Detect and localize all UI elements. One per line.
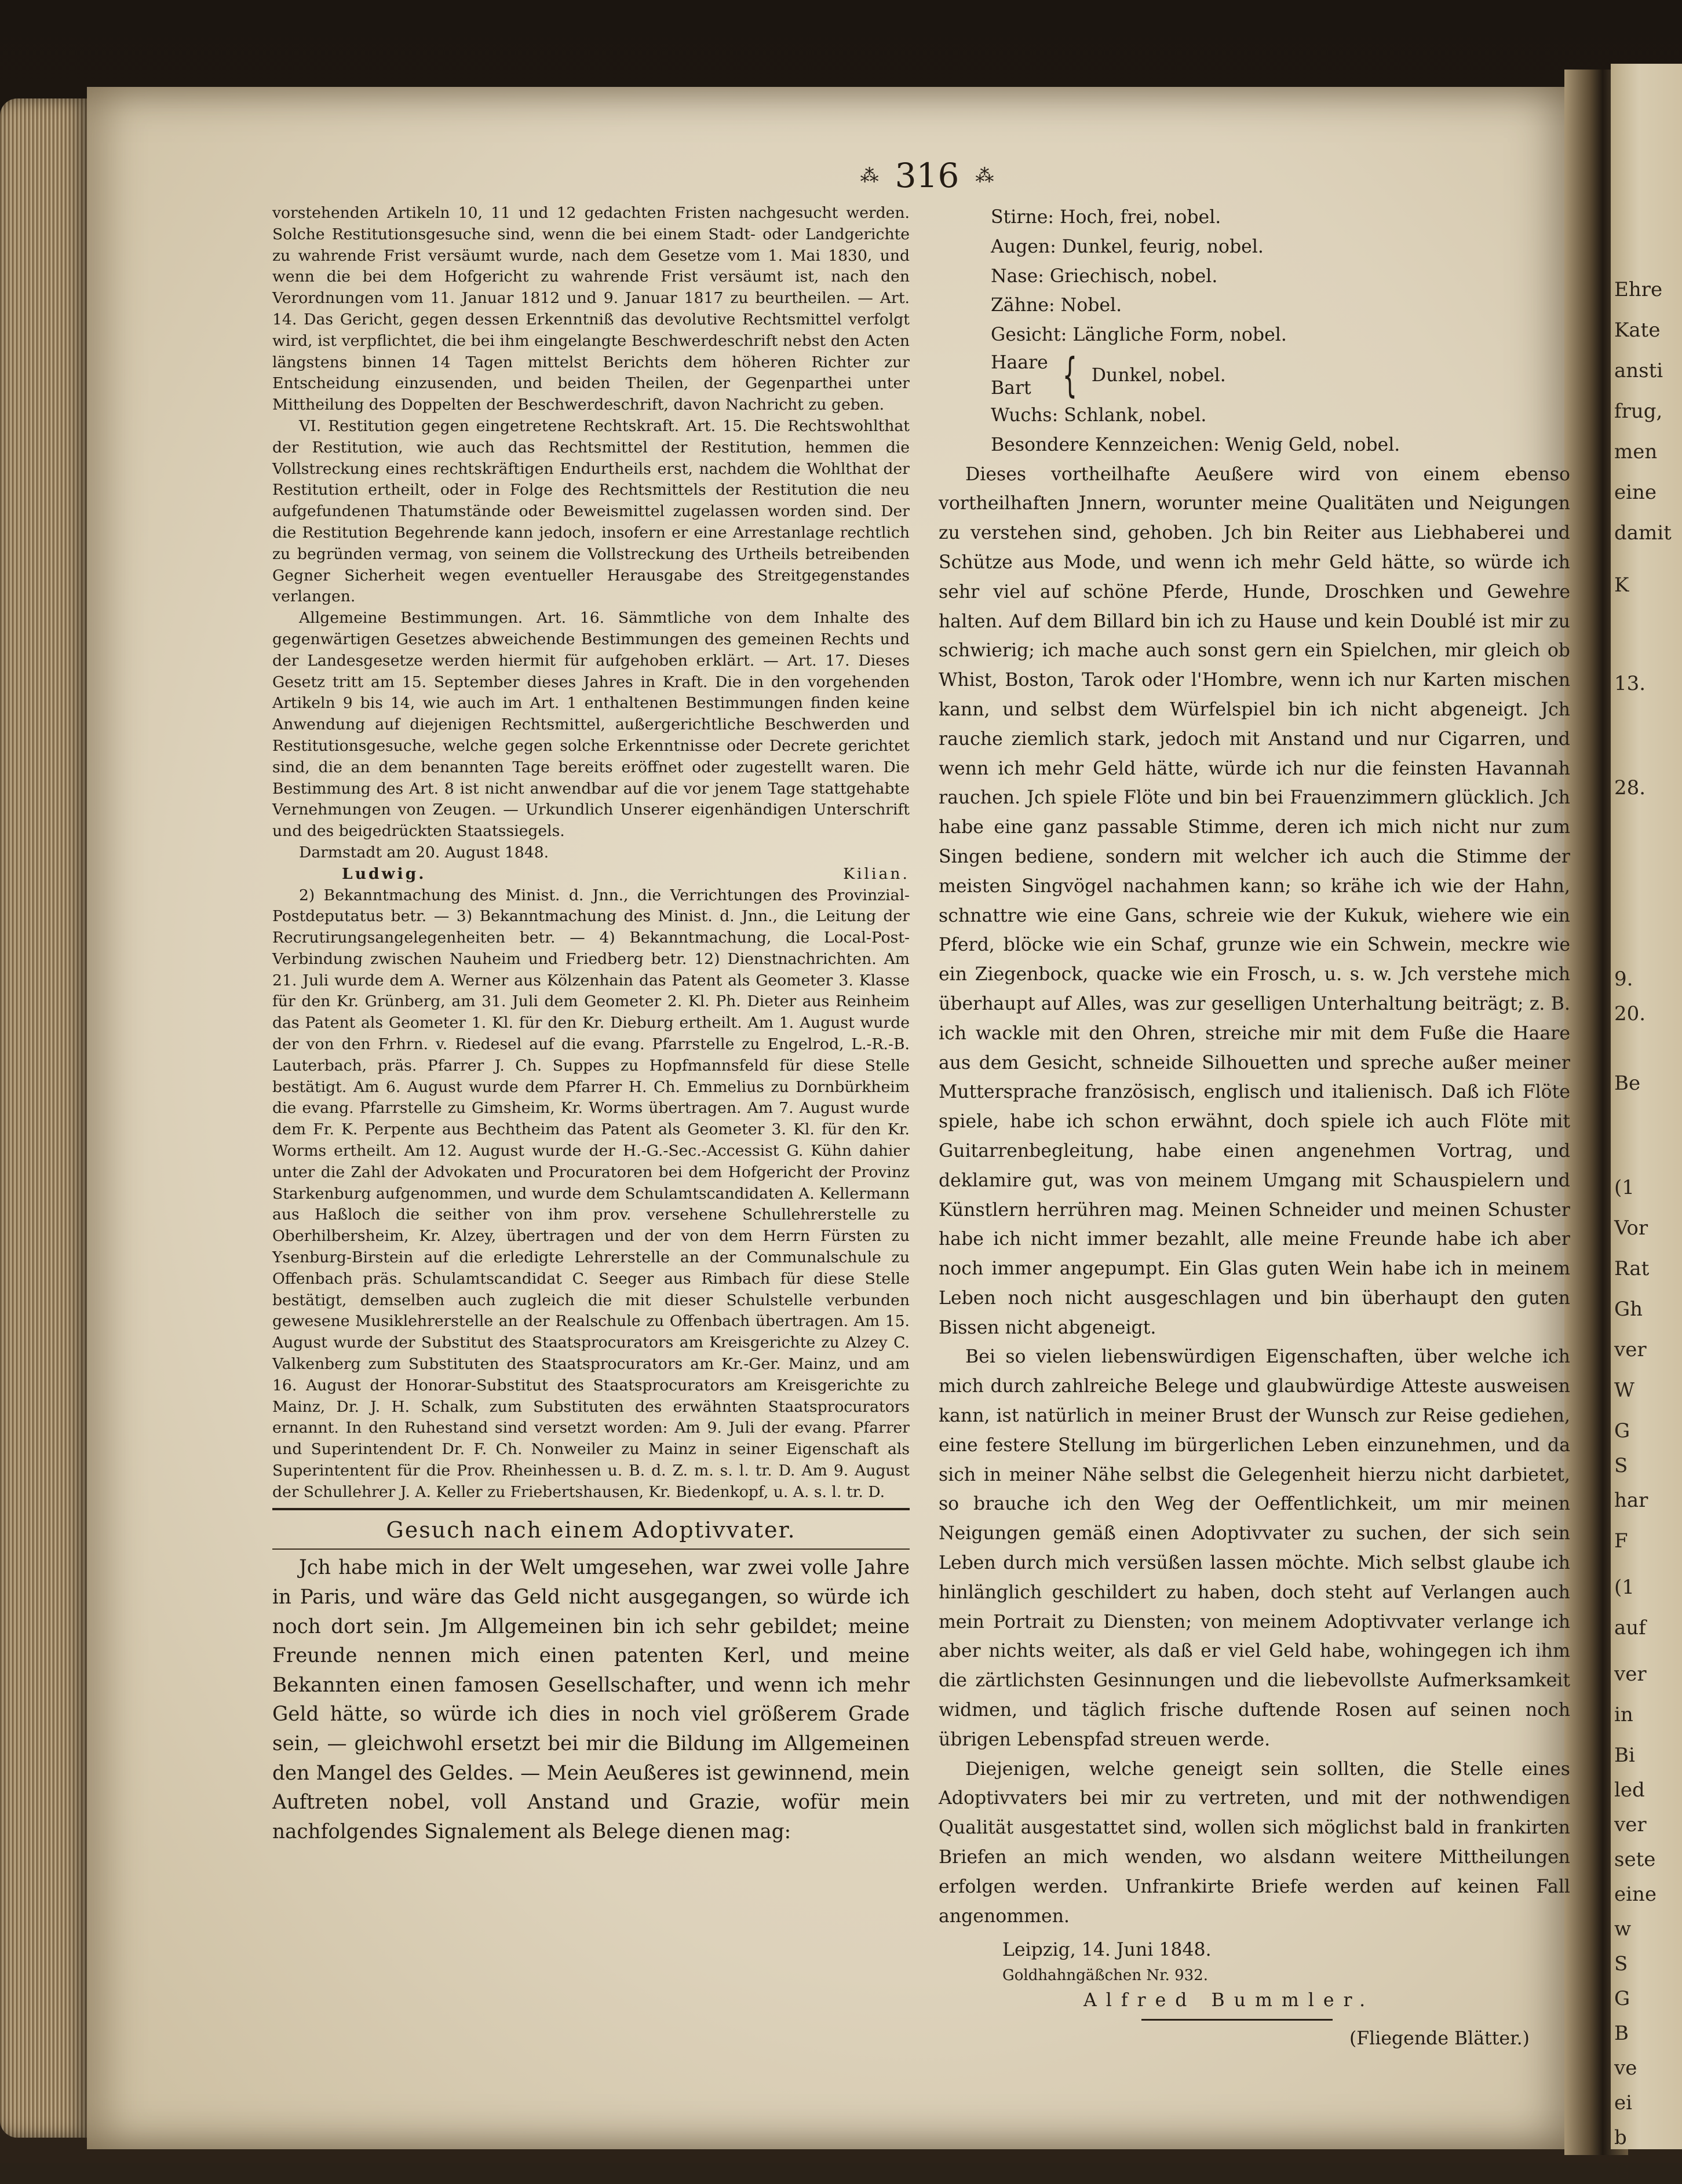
divider xyxy=(272,1548,910,1550)
announcements-paragraph: 2) Bekanntmachung des Minist. d. Jnn., die Verrichtungen des Provinzial-Postdeputatus betr. — 3) Bekanntmachung des Minist. d. Jnn., die Leitung der Recrutirungsangelegenheiten betr. — 4) Bekanntmachung, die Local-Post-Verbindung zwischen Nauheim und Friedberg betr. 12) Dienstnachrichten. Am 21. Juli wurde dem A. Werner aus Kölzenhain das Patent als Geometer 3. Klasse für den Kr. Grünberg, am 31. Juli dem Geometer 2. Kl. Ph. Dieter aus Reinheim das Patent als Geometer 1. Kl. für den Kr. Dieburg ertheilt. Am 1. August wurde der von den Frhrn. v. Riedesel auf die evang. Pfarrstelle zu Engelrod, L.-R.-B. Lauterbach, präs. Pfarrer J. Ch. Suppes zu Hopfmannsfeld für diese Stelle bestätigt. Am 6. August wurde dem Pfarrer H. Ch. Emmelius zu Dornbürkheim die evang. Pfarrstelle zu Gimsheim, Kr. Worms übertragen. Am 7. August wurde dem Fr. K. Perpente aus Bechtheim das Patent als Geometer 3. Kl. für den Kr. Worms ertheilt. Am 12. August wurde der H.-G.-Sec.-Accessist G. Kühn dahier unter die Zahl der Advokaten und Procuratoren bei dem Hofgericht der Provinz Starkenburg aufgenommen, und wurde dem Schulamtscandidaten A. Kellermann aus Haßloch die seither von ihm prov. versehene Schullehrerstelle zu Oberhilbersheim, Kr. Alzey, übertragen und der von dem Herrn Fürsten zu Ysenburg-Birstein auf die erledigte Lehrerstelle an der Communalschule zu Offenbach präs. Schulamtscandidat C. Seeger aus Rimbach für diese Stelle bestätigt, demselben auch zugleich die mit dieser Schulstelle verbunden gewesene Musiklehrerstelle an der Realschule zu Offenbach übertragen. Am 15. August wurde der Substitut des Staatsprocurators am Kreisgerichte zu Alzey C. Valkenberg zum Substituten des Staatsprocurators am Kr.-Ger. Mainz, und am 16. August der Honorar-Substitut des Staatsprocurators am Kreisgerichte zu Mainz, Dr. J. H. Schalk, zum Substituten des erwähnten Staatsprocurators ernannt. In den Ruhestand sind versetzt worden: Am 9. Juli der evang. Pfarrer und Superintendent Dr. F. Ch. Nonweiler zu Mainz in seiner Eigenschaft als Superintentent für die Prov. Rheinhessen u. B. d. Z. m. s. l. tr. D. Am 9. August der Schullehrer J. A. Keller zu Friebertshausen, Kr. Biedenkopf, u. A. s. l. tr. D. xyxy=(272,886,910,1501)
facing-page-text: 28. xyxy=(1614,776,1646,799)
facing-page-text: Be xyxy=(1614,1072,1641,1095)
author-signature: Alfred Bummler. xyxy=(1083,1990,1375,2011)
facing-page-text: sete xyxy=(1614,1848,1656,1871)
signalement-list xyxy=(939,203,1570,460)
facing-page-text: eine xyxy=(1614,481,1657,504)
brace-icon: { xyxy=(1062,348,1078,402)
source-note: (Fliegende Blätter.) xyxy=(1349,2028,1530,2050)
signalement-key: Bart xyxy=(991,377,1031,399)
facing-page-text: S xyxy=(1614,1454,1628,1477)
facing-page-text: Vor xyxy=(1614,1217,1648,1240)
law-paragraph: VI. Restitution gegen eingetretene Rechtskraft. Art. 15. Die Rechtswohlthat der Restitution, wie auch das Rechtsmittel der Restitution, hemmen die Vollstreckung eines rechtskräftigen Endurtheils erst, nachdem die Wohlthat der Restitution ertheilt, oder in Folge des Rechtsmittels der Restitution die neu aufgefundenen Thatumstände oder Beweismittel zugelassen worden sind. Der die Restitution Begehrende kann jedoch, insofern er eine Arrestanlage rechtlich zu begründen vermag, von seinem die Vollstreckung des Urtheils betreibenden Gegner Sicherheit wegen eventueller Herausgabe des Streitgegenstandes verlangen. xyxy=(272,417,910,606)
facing-page-text: ve xyxy=(1614,2057,1637,2080)
facing-page-text: 13. xyxy=(1614,672,1646,695)
signalement-item: Wuchs: Schlank, nobel. xyxy=(991,404,1207,426)
facing-page-text: S xyxy=(1614,1952,1628,1975)
divider xyxy=(1141,2019,1333,2021)
ornament-right-icon: ⁂ xyxy=(975,165,994,187)
facing-page-text: G xyxy=(1614,1419,1630,1442)
signature-kilian: Kilian. xyxy=(843,864,910,883)
facing-page-text: damit xyxy=(1614,521,1672,545)
facing-page-fragment xyxy=(1611,64,1682,2184)
signalement-key: Haare xyxy=(991,352,1048,373)
facing-page-text: Ehre xyxy=(1614,278,1663,301)
left-column xyxy=(272,203,910,1846)
place-date: Darmstadt am 20. August 1848. xyxy=(299,843,549,861)
page-number: 316 xyxy=(895,156,959,195)
signalement-item: Gesicht: Längliche Form, nobel. xyxy=(991,324,1287,346)
book-page-edges xyxy=(0,98,87,2138)
facing-page-text: (1 xyxy=(1614,1576,1634,1599)
law-signatures xyxy=(272,864,910,885)
facing-page-text: b xyxy=(1614,2126,1627,2149)
facing-page-text: 9. xyxy=(1614,967,1633,991)
facing-page-text: ei xyxy=(1614,2091,1632,2114)
facing-page-text: G xyxy=(1614,1987,1630,2010)
place-date: Leipzig, 14. Juni 1848. xyxy=(1002,1940,1212,1961)
right-column xyxy=(939,203,1570,2054)
article-box xyxy=(272,1517,910,1847)
signalement-item: Zähne: Nobel. xyxy=(991,295,1122,316)
facing-page-text: ver xyxy=(1614,1813,1647,1836)
signalement-item: Besondere Kennzeichen: Wenig Geld, nobel. xyxy=(991,434,1400,455)
signalement-value: Dunkel, nobel. xyxy=(1091,364,1226,386)
facing-page-text: G xyxy=(1614,2161,1630,2184)
facing-page-text: ansti xyxy=(1614,359,1663,382)
article-paragraph: Diejenigen, welche geneigt sein sollten, die Stelle eines Adoptivvaters bei mir zu vertreten, und mit der nothwendigen Qualität ausgestattet sind, wollen sich möglichst bald in frankirten Briefen an mich wenden, wo alsdann weitere Mittheilungen erfolgen werden. Unfrankirte Briefe werden auf keinen Fall angenommen. xyxy=(939,1758,1570,1927)
signalement-item: Augen: Dunkel, feurig, nobel. xyxy=(991,236,1264,257)
facing-page-text: B xyxy=(1614,2022,1629,2045)
article-closing xyxy=(939,1935,1570,2053)
signature-ludwig: Ludwig. xyxy=(342,864,426,883)
facing-page-text: W xyxy=(1614,1379,1634,1402)
facing-page-text: Kate xyxy=(1614,319,1661,342)
signalement-item: Stirne: Hoch, frei, nobel. xyxy=(991,207,1221,228)
signalement-item: Nase: Griechisch, nobel. xyxy=(991,265,1218,287)
facing-page-text: auf xyxy=(1614,1616,1646,1639)
address: Goldhahngäßchen Nr. 932. xyxy=(1002,1967,1209,1985)
facing-page-text: K xyxy=(1614,574,1629,597)
article-title: Gesuch nach einem Adoptivvater. xyxy=(386,1517,796,1543)
ornament-left-icon: ⁂ xyxy=(860,165,879,187)
facing-page-text: w xyxy=(1614,1918,1632,1941)
article-paragraph: Dieses vortheilhafte Aeußere wird von einem ebenso vortheilhaften Jnnern, worunter meine Qualitäten und Neigungen zu verstehen sind, gehoben. Jch bin Reiter aus Liebhaberei und Schütze aus Mode, und wenn ich mehr Geld hätte, so würde ich sehr viel auf schöne Pferde, Hunde, Droschken und Gewehre halten. Auf dem Billard bin ich zu Hause und kein Doublé ist mir zu schwierig; ich mache auch sonst gern ein Spielchen, mir gleich ob Whist, Boston, Tarok oder l'Hombre, wenn ich nur Karten mischen kann, und selbst dem Würfelspiel bin ich nicht abgeneigt. Jch rauche ziemlich stark, jedoch mit Anstand und nur Cigarren, und wenn ich mehr Geld hätte, würde ich nur die feinsten Havannah rauchen. Jch spiele Flöte und bin bei Frauenzimmern glücklich. Jch habe eine ganz passable Stimme, deren ich mich nicht nur zum Singen bediene, sondern mit welcher ich auch die Stimme der meisten Singvögel nachahmen kann; so krähe ich wie der Hahn, schnattre wie eine Gans, schreie wie der Kukuk, wiehere wie ein Pferd, blöcke wie ein Schaf, grunze wie ein Schwein, meckre wie ein Ziegenbock, quacke wie ein Frosch, u. s. w. Jch verstehe mich überhaupt auf Alles, was zur geselligen Unterhaltung beiträgt; z. B. ich wackle mit den Ohren, streiche mir mit dem Fuße die Haare aus dem Gesicht, schneide Silhouetten und spreche außer meiner Muttersprache französisch, englisch und italienisch. Daß ich Flöte spiele, habe ich schon erwähnt, doch spiele ich auch Flöte mit Guitarrenbegleitung, habe einen angenehmen Vortrag, und deklamire gut, was von meinem Umgang mit Schauspielern und Künstlern herrühren mag. Meinen Schneider und meinen Schuster habe ich nicht immer bezahlt, alle meine Freunde habe ich aber noch immer angepumpt. Ein Glas guten Wein habe ich in meinem Leben noch nicht ausgeschlagen und bin überhaupt den guten Bissen nicht abgeneigt. xyxy=(939,463,1570,1338)
facing-page-text: 20. xyxy=(1614,1002,1646,1025)
article-intro: Jch habe mich in der Welt umgesehen, war zwei volle Jahre in Paris, und wäre das Geld nicht ausgegangen, so würde ich noch dort sein. Jm Allgemeinen bin ich sehr gebildet; meine Freunde nennen mich einen patenten Kerl, und meine Bekannten einen famosen Gesellschafter, und wenn ich mehr Geld hätte, so würde ich dies in noch viel größerem Grade sein, — gleichwohl ersetzt bei mir die Bildung im Allgemeinen den Mangel des Geldes. — Mein Aeußeres ist gewinnend, mein Auftreten nobel, voll Anstand und Grazie, wofür mein nachfolgendes Signalement als Belege dienen mag: xyxy=(272,1556,910,1843)
facing-page-text: led xyxy=(1614,1778,1645,1802)
article-paragraph: Bei so vielen liebenswürdigen Eigenschaften, über welche ich mich durch zahlreiche Belege und glaubwürdige Atteste ausweisen kann, ist natürlich in meiner Brust der Wunsch zur Reise gediehen, eine festere Stellung im bürgerlichen Leben einzunehmen, und da sich in meiner Nähe selbst die Gelegenheit hierzu nicht darbietet, so brauche ich den Weg der Oeffentlichkeit, um mir meinen Neigungen gemäß einen Adoptivvater zu suchen, der sich sein Leben durch mich versüßen lassen möchte. Mich selbst glaube ich hinlänglich geschildert zu haben, doch steht auf Verlangen auch mein Portrait zu Diensten; von meinem Adoptivvater verlange ich aber nichts weiter, als daß er viel Geld habe, wohingegen ich ihm die zärtlichsten Gesinnungen und die liebevollste Aufmerksamkeit widmen, und täglich frische duftende Rosen auf seinen noch übrigen Lebenspfad streuen werde. xyxy=(939,1346,1570,1750)
facing-page-text: har xyxy=(1614,1489,1648,1512)
signalement-brace-group xyxy=(991,350,1570,401)
facing-page-text: eine xyxy=(1614,1883,1657,1906)
facing-page-text: F xyxy=(1614,1529,1628,1553)
page-header xyxy=(811,155,1043,196)
facing-page-text: Rat xyxy=(1614,1257,1650,1280)
facing-page-text: Bi xyxy=(1614,1744,1635,1767)
law-paragraph: Allgemeine Bestimmungen. Art. 16. Sämmtliche von dem Inhalte des gegenwärtigen Gesetzes abweichende Bestimmungen des gemeinen Rechts und der Landesgesetze werden hiermit für aufgehoben erklärt. — Art. 17. Dieses Gesetz tritt am 15. September dieses Jahres in Kraft. Die in den vorgehenden Artikeln 9 bis 14, wie auch im Art. 1 enthaltenen Bestimmungen finden keine Anwendung auf diejenigen Rechtsmittel, außergerichtliche Beschwerden und Restitutionsgesuche, welche gegen solche Erkenntnisse oder Decrete gerichtet sind, die an dem benannten Tage bereits eröffnet oder zugestellt waren. Die Bestimmung des Art. 8 ist nicht anwendbar auf die vor jenem Tage stattgehabte Vernehmungen von Zeugen. — Urkundlich Unserer eigenhändigen Unterschrift und des beigedrückten Staatssiegels. xyxy=(272,609,910,841)
divider xyxy=(272,1508,910,1510)
facing-page-text: men xyxy=(1614,440,1658,463)
facing-page-text: ver xyxy=(1614,1338,1647,1361)
facing-page-text: in xyxy=(1614,1703,1633,1726)
facing-page-text: ver xyxy=(1614,1663,1647,1686)
facing-page-text: (1 xyxy=(1614,1176,1634,1199)
law-paragraph: vorstehenden Artikeln 10, 11 und 12 gedachten Fristen nachgesucht werden. Solche Restitutionsgesuche sind, wenn die bei einem Stadt- oder Landgerichte zu wahrende Frist versäumt wurde, nach dem Gesetze vom 1. Mai 1830, und wenn die bei dem Hofgericht zu wahrende Frist versäumt ist, nach den Verordnungen vom 11. Januar 1812 und 9. Januar 1817 zu beurtheilen. — Art. 14. Das Gericht, gegen dessen Erkenntniß das devolutive Rechtsmittel verfolgt wird, ist verpflichtet, die bei ihm eingelangte Beschwerdeschrift nebst den Acten längstens binnen 14 Tagen mittelst Berichts dem höheren Richter zur Entscheidung einzusenden, und beiden Theilen, der Gegenparthei unter Mittheilung des Doppelten der Beschwerdeschrift, davon Nachricht zu geben. xyxy=(272,204,910,414)
facing-page-text: Gh xyxy=(1614,1298,1643,1321)
facing-page-text: frug, xyxy=(1614,400,1663,423)
